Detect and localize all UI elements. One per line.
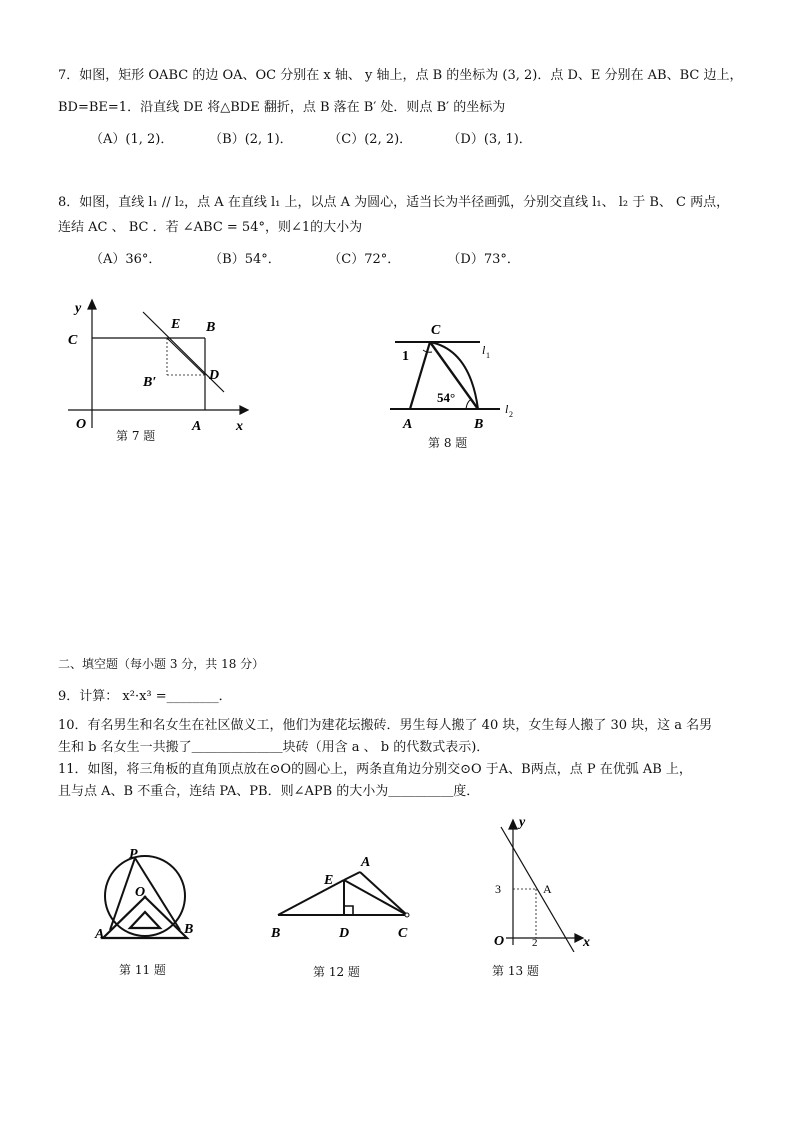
q10-line1: 10．有名男生和名女生在社区做义工，他们为建花坛搬砖．男生每人搬了 40 块，女生每人搬了 30 块，这 a 名男 <box>58 718 713 733</box>
section2-heading: 二、填空题（每小题 3 分，共 18 分） <box>58 657 265 671</box>
fig7-label-b: B <box>206 320 216 335</box>
q8-option-b: （B）54°． <box>209 252 281 267</box>
fig8-label-l1: l <box>482 343 486 357</box>
fig11-label-b: B <box>184 922 194 937</box>
fig12-label-e: E <box>324 873 334 888</box>
fig8-label-l2-sub: 2 <box>509 410 513 419</box>
fig13-y-arrow <box>509 820 517 829</box>
fig7-label-d: D <box>209 368 220 383</box>
fig7-x-arrow <box>240 406 248 414</box>
fig7-caption: 第 7 题 <box>116 429 156 443</box>
fig13-x-arrow <box>575 934 583 942</box>
fig8-label-c: C <box>431 323 441 338</box>
q7-option-d: （D）(3, 1)． <box>447 132 532 147</box>
fig11-set-square-outer <box>103 897 187 938</box>
q8-line1: 8．如图，直线 l₁ // l₂，点 A 在直线 l₁ 上，以点 A 为圆心，适当长为半径画弧，分别交直线 l₁、 l₂ 于 B、 C 两点， <box>58 195 730 210</box>
fig12-point-c <box>405 913 409 917</box>
fig7-segment-eb <box>167 338 205 375</box>
q11-line1: 11．如图，将三角板的直角顶点放在⊙O的圆心上，两条直角边分别交⊙O 于A、B两点，点 P 在优弧 AB 上， <box>58 762 692 777</box>
q8-option-a: （A）36°． <box>90 252 162 267</box>
fig8-label-l2: l <box>505 402 509 416</box>
fig11-caption: 第 11 题 <box>119 963 166 977</box>
fig11-label-a: A <box>95 927 105 942</box>
fig12-label-a: A <box>361 855 371 870</box>
figure-13 <box>485 812 595 952</box>
q8-option-c: （C）72°． <box>328 252 401 267</box>
fig7-label-e: E <box>171 317 181 332</box>
q7-line2: BD=BE=1．沿直线 DE 将△BDE 翻折，点 B 落在 B′ 处．则点 B′ 的坐标为 <box>58 100 506 115</box>
fig7-label-y: y <box>75 301 82 316</box>
fig12-caption: 第 12 题 <box>313 965 360 979</box>
q7-option-b: （B）(2, 1)． <box>209 132 293 147</box>
q7-line1: 7．如图，矩形 OABC 的边 OA、OC 分别在 x 轴、 y 轴上，点 B 的坐标为 (3, 2)．点 D、E 分别在 AB、BC 边上， <box>58 68 743 83</box>
q11-line2: 且与点 A、B 不重合，连结 PA、PB．则∠APB 的大小为＿＿＿＿＿度． <box>58 784 480 799</box>
q7-options <box>90 132 562 148</box>
fig13-label-y: y <box>519 815 526 830</box>
fig13-label-x: x <box>583 935 590 950</box>
fig7-label-bp: B′ <box>143 375 157 390</box>
fig13-label-o: O <box>494 934 505 949</box>
fig13-caption: 第 13 题 <box>492 964 539 978</box>
fig12-right-angle <box>344 906 353 915</box>
fig12-label-d: D <box>339 926 350 941</box>
fig13-label-a: A <box>543 882 552 896</box>
fig8-label-angle1: 1 <box>402 349 409 364</box>
fig12-segment-be <box>278 880 344 915</box>
q8-line2: 连结 AC 、 BC ．若 ∠ABC = 54°，则∠1的大小为 <box>58 220 363 235</box>
q8-options <box>90 252 562 268</box>
figure-11 <box>90 840 205 945</box>
fig13-label-2: 2 <box>532 937 538 949</box>
fig11-label-p: P <box>129 847 138 862</box>
q8-option-d: （D）73°． <box>447 252 520 267</box>
fig12-label-c: C <box>398 926 408 941</box>
q10-line2: 生和 b 名女生一共搬了＿＿＿＿＿＿＿块砖（用含 a 、 b 的代数式表示)． <box>58 740 490 755</box>
figure-8 <box>380 315 530 435</box>
fig7-label-c: C <box>68 333 78 348</box>
fig7-label-o: O <box>76 417 87 432</box>
fig13-label-3: 3 <box>495 882 501 896</box>
fig7-y-arrow <box>88 300 96 309</box>
fig8-caption: 第 8 题 <box>428 436 468 450</box>
fig7-label-a: A <box>192 419 202 434</box>
fig8-label-l1-sub: 1 <box>486 351 490 360</box>
fig13-line <box>501 827 574 952</box>
fig7-label-x: x <box>236 419 243 434</box>
q7-option-a: （A）(1, 2)． <box>90 132 174 147</box>
figure-7 <box>60 295 260 440</box>
fig8-label-b: B <box>474 417 484 432</box>
fig11-label-o: O <box>135 885 146 900</box>
q9-text: 9．计算： x²·x³ =________． <box>58 689 232 704</box>
fig8-label-angle54: 54° <box>437 390 456 405</box>
fig12-label-b: B <box>271 926 281 941</box>
figure-12 <box>265 848 420 948</box>
fig11-set-square-inner <box>130 912 160 928</box>
fig8-label-a: A <box>403 417 413 432</box>
q7-option-c: （C）(2, 2)． <box>328 132 413 147</box>
fig12-segment-ea <box>344 872 360 880</box>
